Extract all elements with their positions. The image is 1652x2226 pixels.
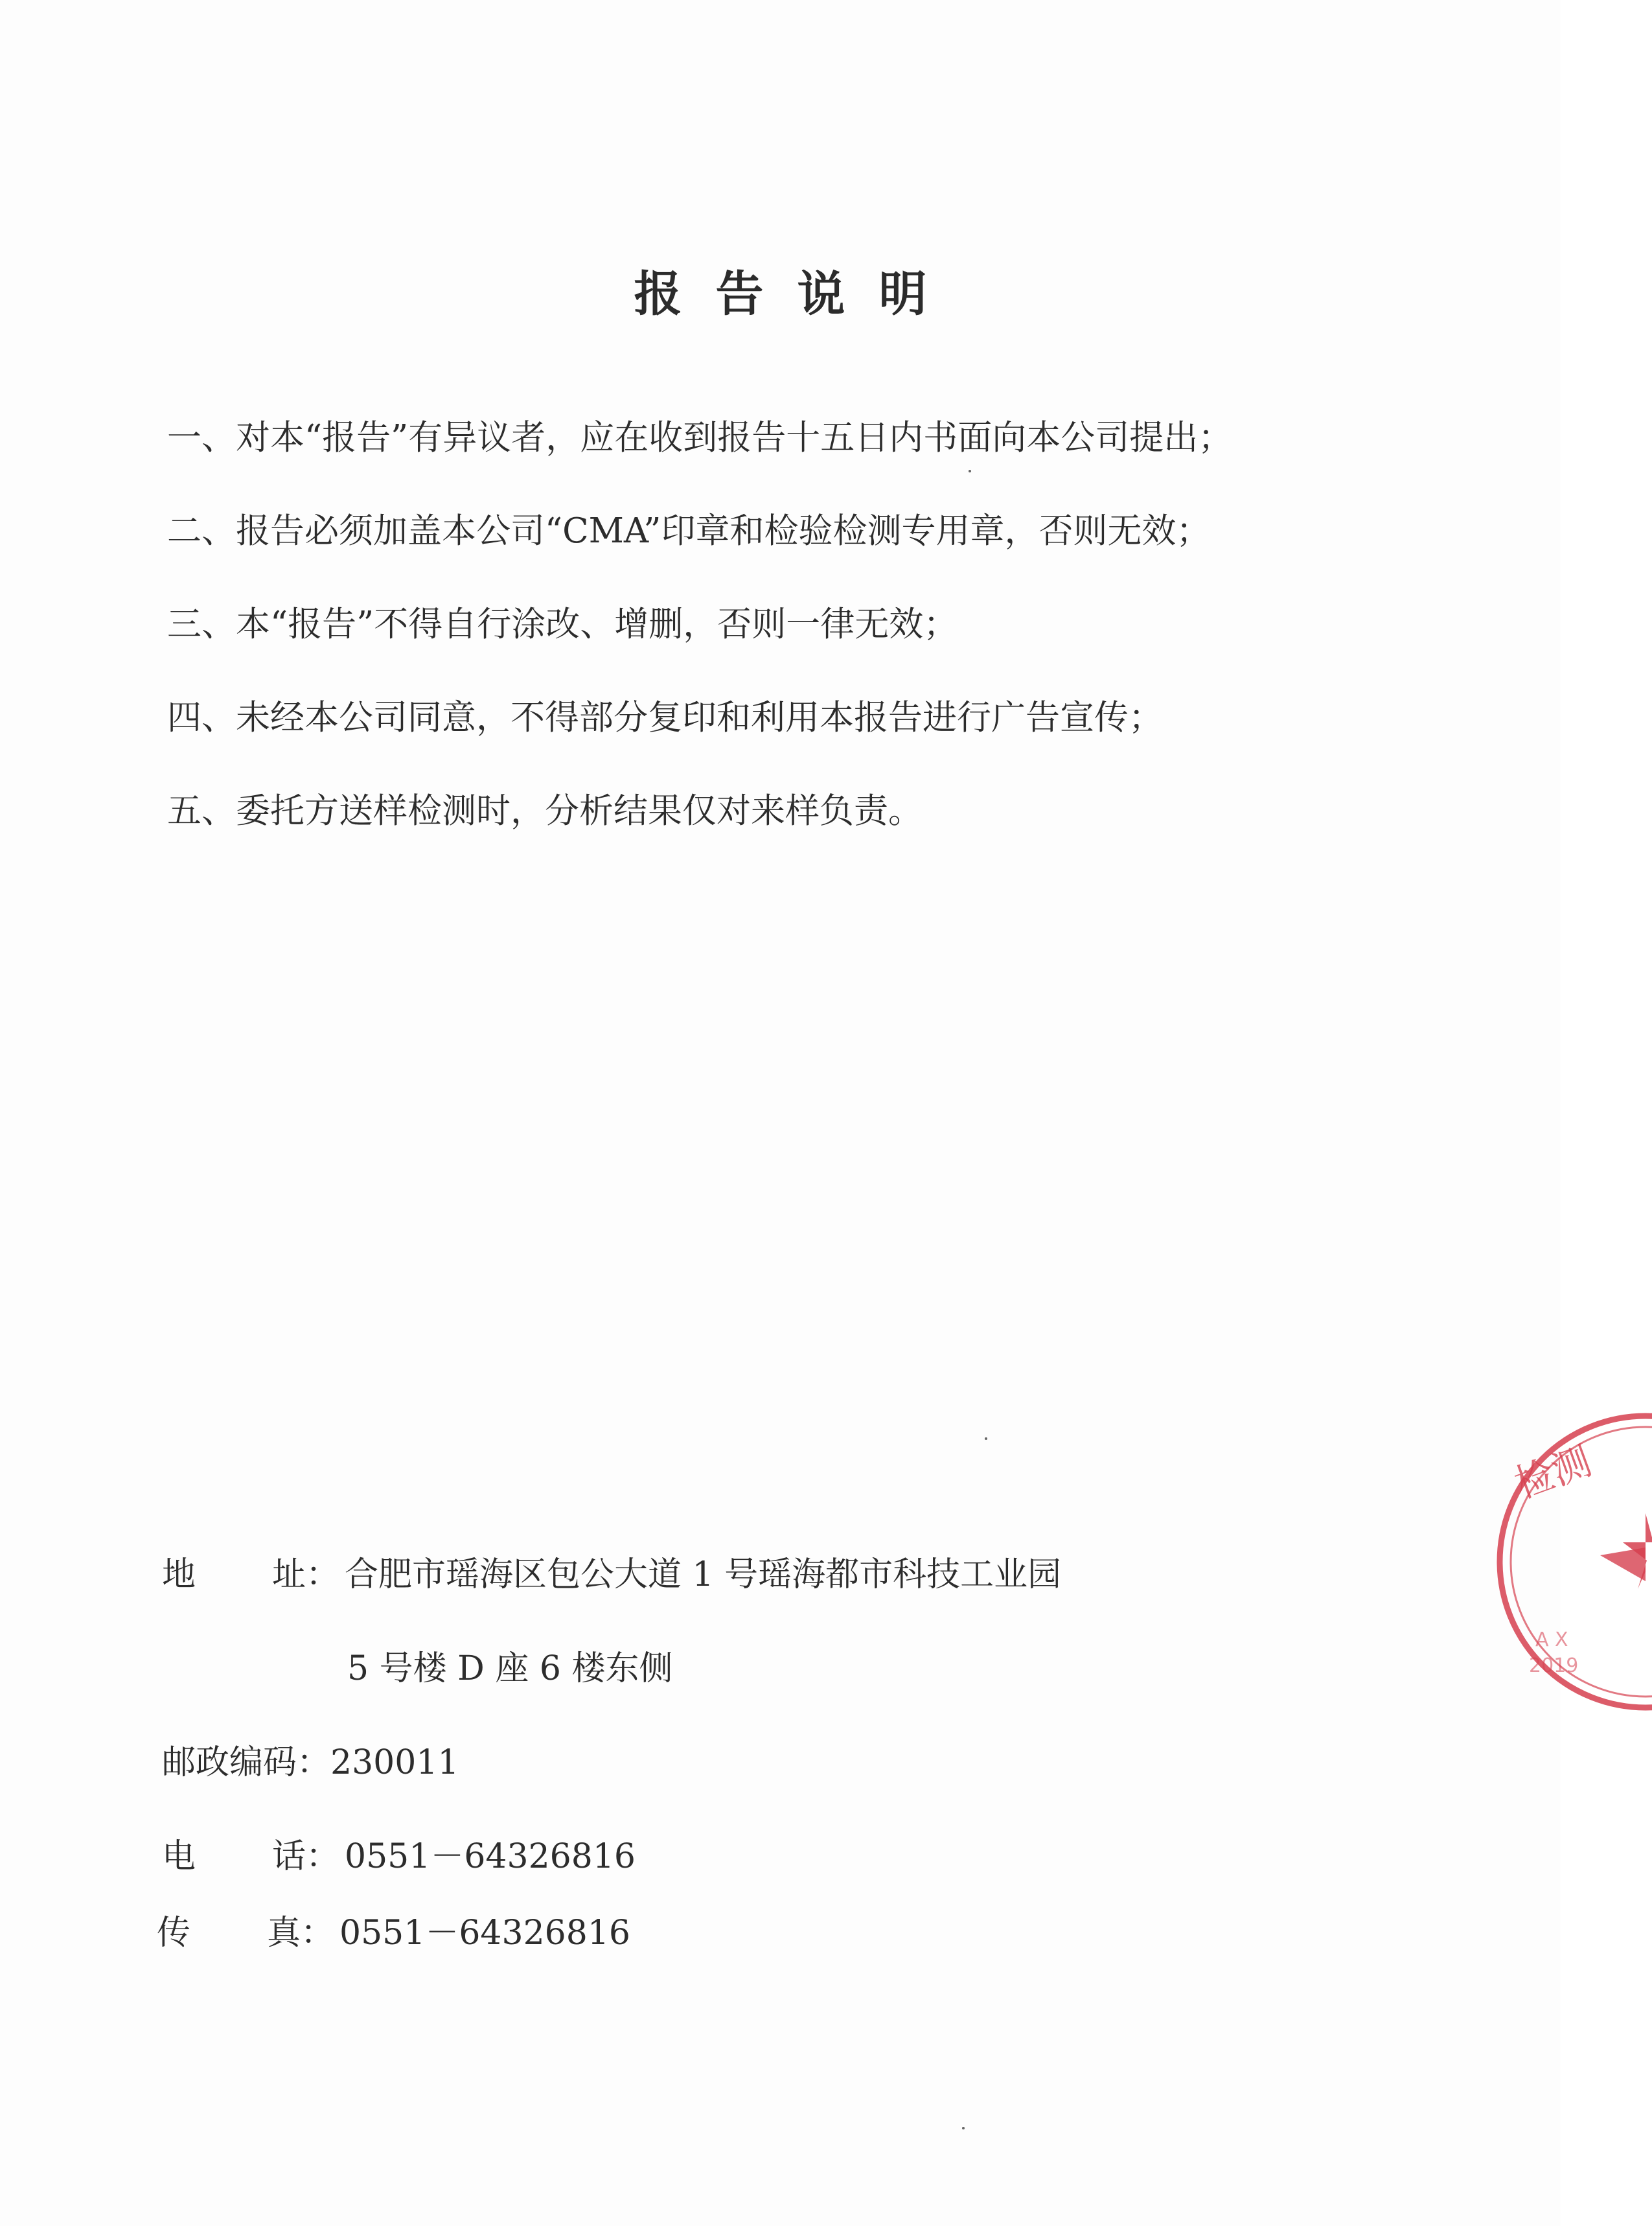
address-line2: 5 号楼 D 座 6 楼东侧 [347, 1649, 673, 1688]
note-item: 二、报告必须加盖本公司“CMA”印章和检验检测专用章，否则无效； [167, 511, 1211, 551]
svg-text:A X: A X [1535, 1629, 1568, 1651]
address-label: 地 址： [162, 1555, 340, 1594]
address-row [162, 1549, 1263, 1643]
note-item: 三、本“报告”不得自行涂改、增删，否则一律无效； [167, 605, 958, 644]
scan-speck [985, 1437, 987, 1440]
address-line1: 合肥市瑶海区包公大道 1 号瑶海都市科技工业园 [345, 1555, 1062, 1594]
phone-label: 电 话： [162, 1837, 340, 1876]
note-item: 一、对本“报告”有异议者，应在收到报告十五日内书面向本公司提出； [167, 418, 1233, 458]
phone-value: 0551－64326816 [345, 1837, 636, 1876]
seal-graphic [1484, 1393, 1652, 1730]
address-continuation-row [162, 1643, 1263, 1737]
page-title: 报告说明 [634, 266, 961, 322]
svg-text:检测: 检测 [1508, 1438, 1598, 1508]
svg-text:2019: 2019 [1529, 1654, 1579, 1677]
report-notes-list [167, 412, 1450, 879]
fax-value: 0551－64326816 [339, 1914, 631, 1953]
scan-speck [962, 2127, 965, 2129]
fax-label: 传 真： [157, 1914, 335, 1953]
scan-speck [969, 470, 971, 472]
note-item: 四、未经本公司同意，不得部分复印和利用本报告进行广告宣传； [167, 698, 1163, 737]
phone-row [162, 1831, 1263, 1907]
fax-row [157, 1907, 1263, 2001]
postcode-value: 230011 [330, 1743, 459, 1782]
postcode-row [162, 1737, 1263, 1831]
inspection-seal-stamp [1484, 1393, 1652, 1730]
postcode-label: 邮政编码： [162, 1743, 331, 1782]
note-item: 五、委托方送样检测时，分析结果仅对来样负责。 [167, 791, 923, 831]
contact-info [157, 1549, 1263, 2001]
